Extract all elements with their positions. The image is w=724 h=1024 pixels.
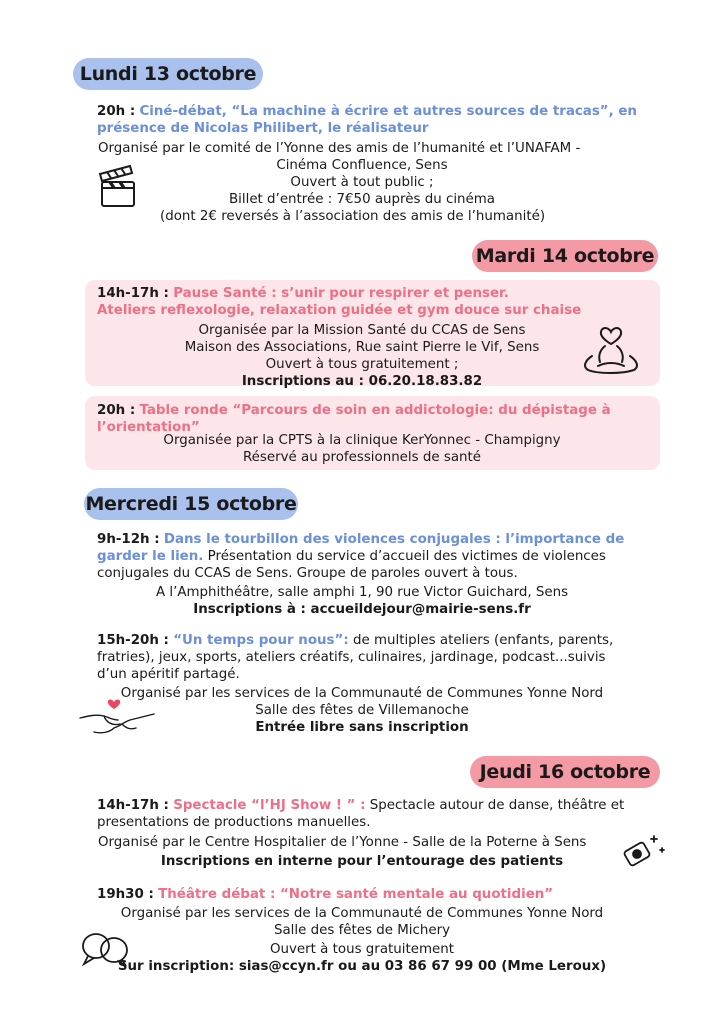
event-title: Table ronde “Parcours de soin en addictologie: du dépistage à	[139, 403, 611, 418]
event-description: Spectacle autour de danse, théâtre et	[369, 798, 625, 813]
event-wednesday-2-organizer: Organisé par les services de la Communauté de Communes Yonne Nord	[120, 686, 604, 701]
event-thursday-2-venue: Salle des fêtes de Michery	[273, 923, 451, 938]
event-time: 14h-17h :	[97, 798, 169, 813]
event-wednesday-1-venue: A l’Amphithéâtre, salle amphi 1, 90 rue Victor Guichard, Sens	[155, 585, 569, 600]
event-wednesday-2-title-line-1	[97, 632, 613, 649]
event-thursday-1-description-line-2: presentations de productions manuelles.	[97, 815, 371, 830]
event-monday-organizer: Organisé par le comité de l’Yonne des amis de l’humanité et l’UNAFAM -	[98, 141, 581, 156]
event-monday-venue: Cinéma Confluence, Sens	[276, 158, 448, 173]
event-monday-price: Billet d’entrée : 7€50 auprès du cinéma	[228, 192, 496, 207]
event-time: 9h-12h :	[97, 532, 160, 547]
event-monday-access: Ouvert à tout public ;	[290, 175, 434, 190]
event-tuesday-1-title-line-1	[97, 285, 509, 302]
meditation-heart-icon	[578, 316, 644, 378]
event-time: 20h :	[97, 403, 136, 418]
event-monday-title-line-2: présence de Nicolas Philibert, le réalisateur	[97, 121, 429, 136]
event-tuesday-1-registration: Inscriptions au : 06.20.18.83.82	[241, 374, 483, 389]
event-wednesday-1-registration: Inscriptions à : accueildejour@mairie-sens.fr	[193, 602, 531, 617]
event-thursday-1-organizer: Organisé par le Centre Hospitalier de l’Yonne - Salle de la Poterne à Sens	[98, 835, 587, 850]
event-wednesday-1-title-line-1	[97, 531, 624, 548]
event-thursday-2-registration: Sur inscription: sias@ccyn.fr ou au 03 86 67 99 00 (Mme Leroux)	[117, 959, 607, 974]
event-title: “Un temps pour nous”:	[173, 633, 349, 648]
event-description: Présentation du service d’accueil des victimes de violences	[207, 549, 606, 564]
event-tuesday-1-title-line-2: Ateliers reflexologie, relaxation guidée et gym douce sur chaise	[97, 303, 582, 318]
event-time: 19h30 :	[97, 887, 154, 902]
event-thursday-2-access: Ouvert à tous gratuitement	[269, 942, 454, 957]
day-header-tuesday: Mardi 14 octobre	[472, 240, 658, 272]
event-time: 15h-20h :	[97, 633, 169, 648]
event-tuesday-1-access: Ouvert à tous gratuitement ;	[265, 357, 459, 372]
clapperboard-icon	[94, 160, 140, 212]
day-header-monday: Lundi 13 octobre	[73, 58, 263, 90]
holding-hands-heart-icon	[78, 694, 156, 740]
event-tuesday-2-organizer: Organisée par la CPTS à la clinique KerYonnec - Champigny	[163, 433, 561, 448]
event-monday-note: (dont 2€ reversés à l’association des amis de l’humanité)	[160, 209, 546, 224]
event-monday-title-line-1	[97, 103, 643, 120]
event-title: Spectacle “l’HJ Show ! ” :	[173, 798, 366, 813]
event-thursday-2-title-line-1	[97, 886, 553, 903]
event-tuesday-2-audience: Réservé au professionnels de santé	[242, 450, 482, 465]
event-title: Ciné-débat, “La machine à écrire et autres sources de tracas”, en	[139, 104, 637, 119]
event-time: 14h-17h :	[97, 286, 169, 301]
event-tuesday-1-organizer: Organisée par la Mission Santé du CCAS de Sens	[198, 323, 526, 338]
event-title: Théâtre débat : “Notre santé mentale au quotidien”	[158, 887, 554, 902]
event-thursday-1-title-line-1	[97, 797, 624, 814]
event-description: de multiples ateliers (enfants, parents,	[352, 633, 614, 648]
event-wednesday-2-description-line-2: fratries), jeux, sports, ateliers créatifs, culinaires, jardinage, podcast...suivis	[97, 650, 606, 665]
event-title: Dans le tourbillon des violences conjugales : l’importance de	[163, 532, 625, 547]
day-header-thursday: Jeudi 16 octobre	[470, 756, 660, 788]
event-tuesday-2-title-line-2: l’orientation”	[97, 420, 200, 435]
event-thursday-2-organizer: Organisé par les services de la Communauté de Communes Yonne Nord	[120, 906, 604, 921]
event-thursday-1-registration: Inscriptions en interne pour l’entourage des patients	[160, 854, 564, 869]
event-wednesday-1-title-line-2	[97, 548, 606, 565]
event-wednesday-1-description-line-2: conjugales du CCAS de Sens. Groupe de paroles ouvert à tous.	[97, 566, 518, 581]
event-wednesday-2-access: Entrée libre sans inscription	[255, 720, 469, 735]
event-title-continued: garder le lien.	[97, 549, 204, 564]
event-wednesday-2-description-line-3: d’un apéritif partagé.	[97, 667, 240, 682]
speech-bubbles-icon	[80, 928, 132, 970]
event-title: Pause Santé : s’unir pour respirer et penser.	[173, 286, 509, 301]
event-tuesday-1-venue: Maison des Associations, Rue saint Pierre le Vif, Sens	[184, 340, 540, 355]
day-header-wednesday: Mercredi 15 octobre	[84, 488, 298, 520]
event-time: 20h :	[97, 104, 136, 119]
camera-sparkle-icon	[620, 832, 668, 874]
event-tuesday-2-title-line-1	[97, 402, 643, 419]
event-wednesday-2-venue: Salle des fêtes de Villemanoche	[255, 703, 469, 718]
